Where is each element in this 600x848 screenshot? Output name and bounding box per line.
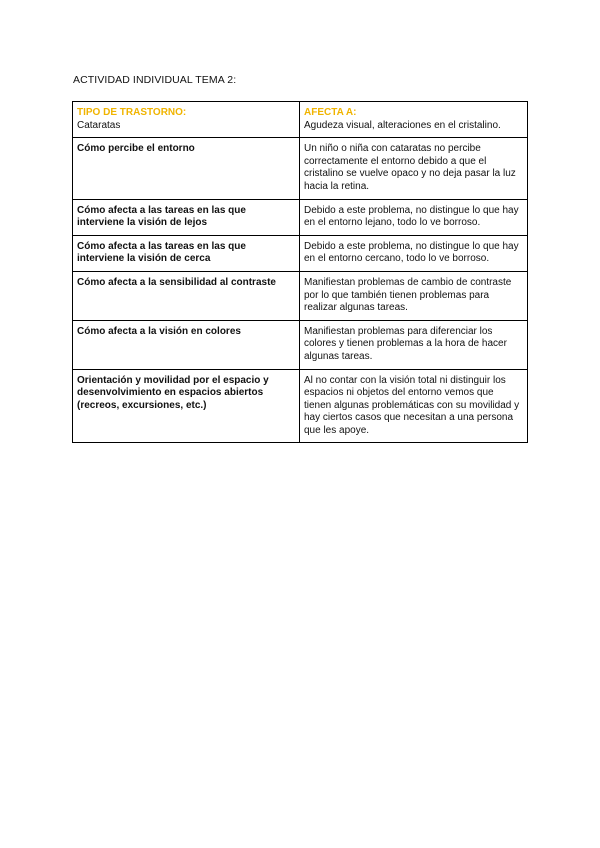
row-label: Cómo percibe el entorno (73, 138, 300, 199)
table-row (73, 369, 528, 443)
row-value: Debido a este problema, no distingue lo que hay en el entorno cercano, todo lo ve borroso. (300, 235, 528, 271)
row-label: Cómo afecta a las tareas en las que interviene la visión de cerca (73, 235, 300, 271)
row-value: Debido a este problema, no distingue lo que hay en el entorno lejano, todo lo ve borroso. (300, 199, 528, 235)
affects-cell (300, 102, 528, 138)
disorder-type-heading: TIPO DE TRASTORNO: (77, 107, 187, 118)
table-row (73, 271, 528, 320)
table-row (73, 199, 528, 235)
table-row (73, 138, 528, 199)
table-row (73, 320, 528, 369)
row-value: Manifiestan problemas para diferenciar los colores y tienen problemas a la hora de hacer algunas tareas. (300, 320, 528, 369)
affects-heading: AFECTA A: (304, 107, 357, 118)
disorder-type-cell (73, 102, 300, 138)
row-value: Manifiestan problemas de cambio de contraste por lo que también tienen problemas para realizar algunas tareas. (300, 271, 528, 320)
disorder-table (72, 101, 528, 443)
table-row (73, 235, 528, 271)
row-label: Cómo afecta a la visión en colores (73, 320, 300, 369)
row-label: Cómo afecta a las tareas en las que interviene la visión de lejos (73, 199, 300, 235)
table-header-row (73, 102, 528, 138)
row-value: Un niño o niña con cataratas no percibe correctamente el entorno debido a que el cristalino se vuelve opaco y no deja pasar la luz hacia la retina. (300, 138, 528, 199)
row-value: Al no contar con la visión total ni distinguir los espacios ni objetos del entorno vemos que tienen algunas problemáticas con su movilidad y hay ciertos casos que necesitan a una persona que les apoye. (300, 369, 528, 443)
affects-value: Agudeza visual, alteraciones en el cristalino. (304, 119, 501, 131)
row-label: Orientación y movilidad por el espacio y desenvolvimiento en espacios abiertos (recreos, excursiones, etc.) (73, 369, 300, 443)
page-title: ACTIVIDAD INDIVIDUAL TEMA 2: (73, 74, 237, 86)
disorder-type-value: Cataratas (77, 119, 121, 131)
row-label: Cómo afecta a la sensibilidad al contraste (73, 271, 300, 320)
